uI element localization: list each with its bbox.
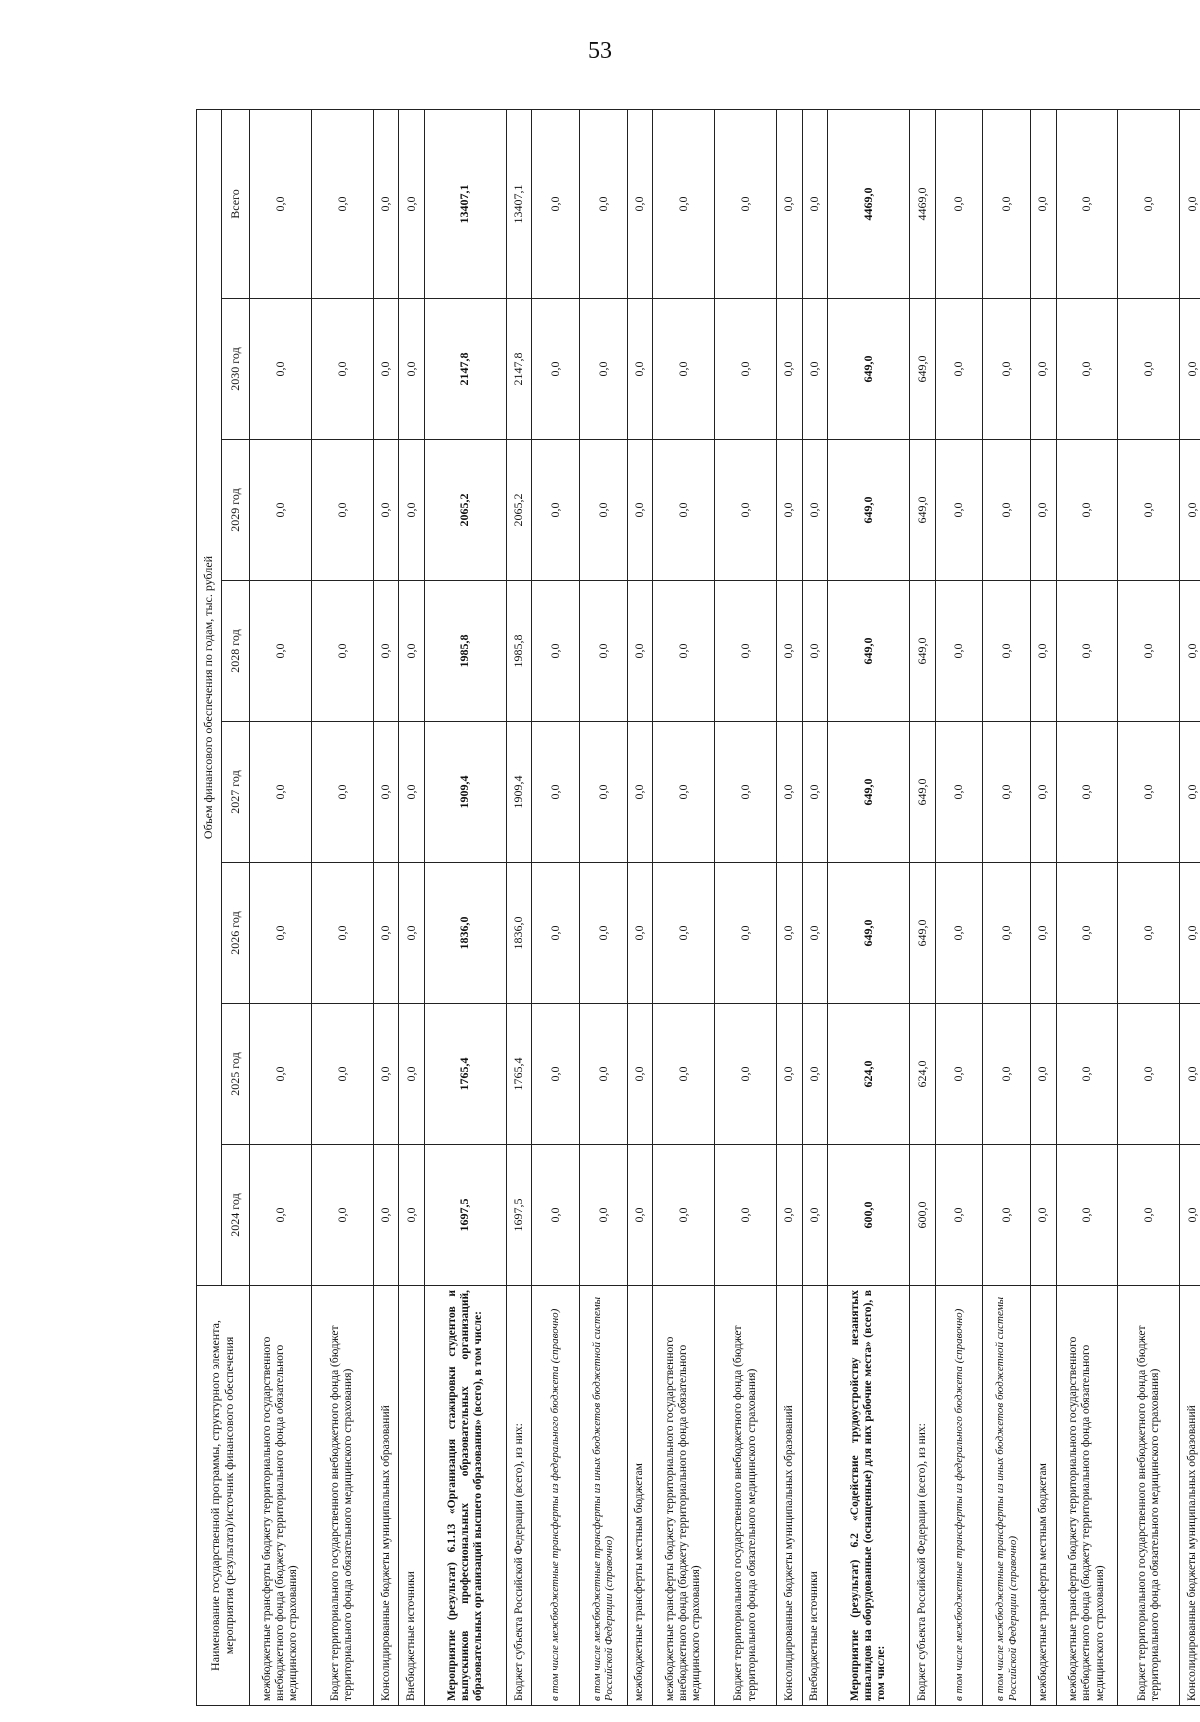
row-value-cell: 1697,5 bbox=[424, 1145, 506, 1286]
row-value-cell: 0,0 bbox=[715, 299, 777, 440]
row-value-cell: 0,0 bbox=[802, 581, 827, 722]
row-value-cell: 0,0 bbox=[373, 1145, 398, 1286]
row-source-name: межбюджетные трансферты бюджету территориального государственного внебюджетного фонда (бюджету территориального фонда обязательного медицинского страхования) bbox=[653, 1286, 715, 1706]
row-value-cell: 0,0 bbox=[715, 1145, 777, 1286]
table-row bbox=[910, 109, 935, 1705]
row-value-cell: 0,0 bbox=[653, 299, 715, 440]
row-value-cell: 0,0 bbox=[653, 722, 715, 863]
row-value-cell: 0,0 bbox=[1180, 1145, 1200, 1286]
row-value-cell: 0,0 bbox=[777, 440, 802, 581]
row-value-cell: 0,0 bbox=[935, 1145, 983, 1286]
row-value-cell: 0,0 bbox=[715, 1004, 777, 1145]
row-value-cell: 0,0 bbox=[1118, 109, 1180, 298]
row-value-cell: 0,0 bbox=[1056, 109, 1118, 298]
row-value-cell: 4469,0 bbox=[827, 109, 909, 298]
row-value-cell: 0,0 bbox=[802, 863, 827, 1004]
row-value-cell: 0,0 bbox=[627, 1145, 652, 1286]
row-value-cell: 0,0 bbox=[1056, 863, 1118, 1004]
row-value-cell: 0,0 bbox=[653, 581, 715, 722]
row-value-cell: 1909,4 bbox=[507, 722, 532, 863]
row-value-cell: 649,0 bbox=[910, 722, 935, 863]
row-value-cell: 0,0 bbox=[715, 581, 777, 722]
row-value-cell: 0,0 bbox=[777, 581, 802, 722]
row-value-cell: 0,0 bbox=[250, 299, 312, 440]
row-value-cell: 0,0 bbox=[580, 863, 628, 1004]
row-value-cell: 0,0 bbox=[399, 440, 424, 581]
row-source-name: межбюджетные трансферты бюджету территориального государственного внебюджетного фонда (бюджету территориального фонда обязательного медицинского страхования) bbox=[250, 1286, 312, 1706]
row-value-cell: 0,0 bbox=[532, 109, 580, 298]
row-source-name: Бюджет территориального государственного внебюджетного фонда (бюджет территориального фонда обязательного медицинского страхования) bbox=[715, 1286, 777, 1706]
row-value-cell: 0,0 bbox=[983, 581, 1031, 722]
row-value-cell: 0,0 bbox=[580, 722, 628, 863]
header-year-3: 2027 год bbox=[222, 722, 250, 863]
row-source-name: Бюджет территориального государственного внебюджетного фонда (бюджет территориального фонда обязательного медицинского страхования) bbox=[1118, 1286, 1180, 1706]
row-value-cell: 0,0 bbox=[715, 722, 777, 863]
row-source-name: Мероприятие (результат) 6.1.13 «Организация стажировки студентов и выпускников профессиональных образовательных организаций, образовательных организаций высшего образования» (всего), в том числе: bbox=[424, 1286, 506, 1706]
row-value-cell: 0,0 bbox=[983, 299, 1031, 440]
row-source-name: Внебюджетные источники bbox=[399, 1286, 424, 1706]
header-year-6: 2030 год bbox=[222, 299, 250, 440]
row-value-cell: 0,0 bbox=[653, 1145, 715, 1286]
row-value-cell: 0,0 bbox=[777, 1145, 802, 1286]
row-value-cell: 1985,8 bbox=[507, 581, 532, 722]
row-value-cell: 0,0 bbox=[311, 722, 373, 863]
table-row bbox=[653, 109, 715, 1705]
rotated-table-wrapper bbox=[196, 110, 1200, 1706]
financing-table bbox=[196, 109, 1200, 1706]
row-value-cell: 0,0 bbox=[373, 440, 398, 581]
row-value-cell: 0,0 bbox=[983, 1004, 1031, 1145]
row-value-cell: 0,0 bbox=[653, 440, 715, 581]
table-row bbox=[777, 109, 802, 1705]
row-source-name: Бюджет субъекта Российской Федерации (всего), из них: bbox=[910, 1286, 935, 1706]
row-value-cell: 13407,1 bbox=[507, 109, 532, 298]
row-value-cell: 0,0 bbox=[250, 440, 312, 581]
row-value-cell: 0,0 bbox=[373, 299, 398, 440]
row-value-cell: 0,0 bbox=[250, 109, 312, 298]
row-value-cell: 0,0 bbox=[1180, 863, 1200, 1004]
row-value-cell: 0,0 bbox=[653, 109, 715, 298]
row-value-cell: 0,0 bbox=[1031, 109, 1056, 298]
row-value-cell: 0,0 bbox=[580, 299, 628, 440]
row-value-cell: 0,0 bbox=[627, 440, 652, 581]
row-value-cell: 2065,2 bbox=[507, 440, 532, 581]
header-year-2: 2026 год bbox=[222, 863, 250, 1004]
row-value-cell: 0,0 bbox=[935, 863, 983, 1004]
table-row bbox=[1180, 109, 1200, 1705]
row-value-cell: 649,0 bbox=[910, 863, 935, 1004]
row-value-cell: 0,0 bbox=[311, 299, 373, 440]
row-value-cell: 0,0 bbox=[1031, 440, 1056, 581]
page-number: 53 bbox=[588, 38, 612, 64]
row-value-cell: 0,0 bbox=[580, 1145, 628, 1286]
row-value-cell: 2147,8 bbox=[507, 299, 532, 440]
row-value-cell: 0,0 bbox=[802, 440, 827, 581]
row-value-cell: 0,0 bbox=[532, 581, 580, 722]
row-value-cell: 0,0 bbox=[399, 109, 424, 298]
row-value-cell: 0,0 bbox=[1118, 863, 1180, 1004]
row-value-cell: 1765,4 bbox=[424, 1004, 506, 1145]
row-value-cell: 0,0 bbox=[1180, 109, 1200, 298]
row-value-cell: 0,0 bbox=[627, 1004, 652, 1145]
header-volume-group: Объем финансового обеспечения по годам, тыс. рублей bbox=[197, 109, 222, 1285]
row-value-cell: 0,0 bbox=[311, 581, 373, 722]
row-value-cell: 0,0 bbox=[983, 863, 1031, 1004]
table-row bbox=[827, 109, 909, 1705]
row-value-cell: 0,0 bbox=[1180, 581, 1200, 722]
row-value-cell: 0,0 bbox=[311, 1004, 373, 1145]
table-row bbox=[1056, 109, 1118, 1705]
row-value-cell: 624,0 bbox=[827, 1004, 909, 1145]
row-value-cell: 0,0 bbox=[802, 109, 827, 298]
row-value-cell: 0,0 bbox=[580, 440, 628, 581]
row-value-cell: 0,0 bbox=[399, 863, 424, 1004]
row-value-cell: 0,0 bbox=[935, 109, 983, 298]
row-value-cell: 0,0 bbox=[777, 109, 802, 298]
row-value-cell: 0,0 bbox=[1031, 299, 1056, 440]
row-value-cell: 0,0 bbox=[1118, 1145, 1180, 1286]
row-value-cell: 0,0 bbox=[627, 299, 652, 440]
table-row bbox=[311, 109, 373, 1705]
row-source-name: в том числе межбюджетные трансферты из федерального бюджета (справочно) bbox=[935, 1286, 983, 1706]
header-year-0: 2024 год bbox=[222, 1145, 250, 1286]
row-source-name: в том числе межбюджетные трансферты из иных бюджетов бюджетной системы Российской Федерации (справочно) bbox=[580, 1286, 628, 1706]
row-value-cell: 2065,2 bbox=[424, 440, 506, 581]
row-value-cell: 0,0 bbox=[627, 722, 652, 863]
row-value-cell: 0,0 bbox=[935, 722, 983, 863]
row-value-cell: 0,0 bbox=[250, 722, 312, 863]
row-value-cell: 0,0 bbox=[627, 581, 652, 722]
row-value-cell: 0,0 bbox=[250, 581, 312, 722]
row-value-cell: 0,0 bbox=[653, 1004, 715, 1145]
row-value-cell: 0,0 bbox=[1031, 863, 1056, 1004]
row-value-cell: 2147,8 bbox=[424, 299, 506, 440]
row-value-cell: 600,0 bbox=[827, 1145, 909, 1286]
row-value-cell: 0,0 bbox=[580, 1004, 628, 1145]
row-value-cell: 0,0 bbox=[1056, 1004, 1118, 1145]
row-source-name: Бюджет субъекта Российской Федерации (всего), из них: bbox=[507, 1286, 532, 1706]
row-value-cell: 0,0 bbox=[1031, 722, 1056, 863]
row-value-cell: 1985,8 bbox=[424, 581, 506, 722]
row-value-cell: 0,0 bbox=[935, 440, 983, 581]
row-value-cell: 0,0 bbox=[777, 722, 802, 863]
row-source-name: Консолидированные бюджеты муниципальных образований bbox=[777, 1286, 802, 1706]
row-value-cell: 0,0 bbox=[1180, 299, 1200, 440]
row-value-cell: 0,0 bbox=[250, 1004, 312, 1145]
row-value-cell: 0,0 bbox=[715, 440, 777, 581]
row-value-cell: 0,0 bbox=[373, 1004, 398, 1145]
row-value-cell: 0,0 bbox=[373, 722, 398, 863]
row-source-name: Мероприятие (результат) 6.2 «Содействие трудоустройству незанятых инвалидов на оборудованные (оснащенные) для них рабочие места» (всего), в том числе: bbox=[827, 1286, 909, 1706]
table-row bbox=[532, 109, 580, 1705]
row-value-cell: 0,0 bbox=[802, 299, 827, 440]
table-row bbox=[250, 109, 312, 1705]
table-row bbox=[373, 109, 398, 1705]
header-year-1: 2025 год bbox=[222, 1004, 250, 1145]
row-value-cell: 0,0 bbox=[777, 863, 802, 1004]
row-value-cell: 0,0 bbox=[250, 1145, 312, 1286]
table-body bbox=[250, 109, 1200, 1705]
row-value-cell: 0,0 bbox=[532, 299, 580, 440]
row-source-name: в том числе межбюджетные трансферты из федерального бюджета (справочно) bbox=[532, 1286, 580, 1706]
row-value-cell: 0,0 bbox=[532, 863, 580, 1004]
header-year-4: 2028 год bbox=[222, 581, 250, 722]
row-source-name: межбюджетные трансферты местным бюджетам bbox=[1031, 1286, 1056, 1706]
row-value-cell: 0,0 bbox=[1118, 722, 1180, 863]
row-value-cell: 0,0 bbox=[1118, 299, 1180, 440]
row-value-cell: 0,0 bbox=[311, 109, 373, 298]
table-row bbox=[802, 109, 827, 1705]
table-row bbox=[627, 109, 652, 1705]
row-value-cell: 0,0 bbox=[532, 440, 580, 581]
row-value-cell: 0,0 bbox=[1031, 1004, 1056, 1145]
row-value-cell: 0,0 bbox=[1056, 440, 1118, 581]
row-value-cell: 0,0 bbox=[1180, 1004, 1200, 1145]
row-value-cell: 0,0 bbox=[627, 863, 652, 1004]
row-value-cell: 0,0 bbox=[935, 581, 983, 722]
row-value-cell: 649,0 bbox=[910, 581, 935, 722]
row-source-name: Внебюджетные источники bbox=[802, 1286, 827, 1706]
row-source-name: межбюджетные трансферты бюджету территориального государственного внебюджетного фонда (бюджету территориального фонда обязательного медицинского страхования) bbox=[1056, 1286, 1118, 1706]
header-year-7: Всего bbox=[222, 109, 250, 298]
row-value-cell: 649,0 bbox=[827, 581, 909, 722]
row-value-cell: 0,0 bbox=[373, 109, 398, 298]
row-value-cell: 0,0 bbox=[1031, 1145, 1056, 1286]
table-row bbox=[399, 109, 424, 1705]
row-value-cell: 1765,4 bbox=[507, 1004, 532, 1145]
row-value-cell: 0,0 bbox=[777, 299, 802, 440]
row-value-cell: 0,0 bbox=[802, 1004, 827, 1145]
row-source-name: Консолидированные бюджеты муниципальных образований bbox=[373, 1286, 398, 1706]
row-value-cell: 0,0 bbox=[983, 109, 1031, 298]
row-value-cell: 0,0 bbox=[399, 1145, 424, 1286]
table-row bbox=[424, 109, 506, 1705]
row-value-cell: 0,0 bbox=[1118, 440, 1180, 581]
row-value-cell: 0,0 bbox=[399, 581, 424, 722]
table-row bbox=[1118, 109, 1180, 1705]
row-value-cell: 0,0 bbox=[399, 722, 424, 863]
row-value-cell: 0,0 bbox=[653, 863, 715, 1004]
table-row bbox=[715, 109, 777, 1705]
row-value-cell: 0,0 bbox=[1056, 299, 1118, 440]
row-value-cell: 0,0 bbox=[1180, 440, 1200, 581]
row-value-cell: 0,0 bbox=[311, 863, 373, 1004]
row-value-cell: 649,0 bbox=[910, 299, 935, 440]
row-value-cell: 0,0 bbox=[1180, 722, 1200, 863]
table-row bbox=[1031, 109, 1056, 1705]
row-value-cell: 649,0 bbox=[827, 863, 909, 1004]
row-value-cell: 0,0 bbox=[983, 1145, 1031, 1286]
row-value-cell: 0,0 bbox=[627, 109, 652, 298]
row-value-cell: 0,0 bbox=[311, 440, 373, 581]
row-value-cell: 600,0 bbox=[910, 1145, 935, 1286]
table-row bbox=[983, 109, 1031, 1705]
row-source-name: Консолидированные бюджеты муниципальных образований bbox=[1180, 1286, 1200, 1706]
header-year-5: 2029 год bbox=[222, 440, 250, 581]
row-value-cell: 13407,1 bbox=[424, 109, 506, 298]
row-value-cell: 0,0 bbox=[532, 722, 580, 863]
row-value-cell: 649,0 bbox=[827, 722, 909, 863]
row-source-name: Бюджет территориального государственного внебюджетного фонда (бюджет территориального фонда обязательного медицинского страхования) bbox=[311, 1286, 373, 1706]
row-value-cell: 0,0 bbox=[715, 863, 777, 1004]
row-value-cell: 0,0 bbox=[250, 863, 312, 1004]
row-value-cell: 0,0 bbox=[1118, 581, 1180, 722]
row-value-cell: 1836,0 bbox=[507, 863, 532, 1004]
row-value-cell: 0,0 bbox=[1031, 581, 1056, 722]
row-value-cell: 649,0 bbox=[910, 440, 935, 581]
row-value-cell: 649,0 bbox=[827, 440, 909, 581]
header-name-column: Наименование государственной программы, структурного элемента, мероприятия (результата)/источник финансового обеспечения bbox=[197, 1286, 250, 1706]
row-value-cell: 0,0 bbox=[802, 722, 827, 863]
row-value-cell: 0,0 bbox=[532, 1004, 580, 1145]
row-value-cell: 0,0 bbox=[935, 1004, 983, 1145]
row-value-cell: 0,0 bbox=[1056, 581, 1118, 722]
row-value-cell: 0,0 bbox=[715, 109, 777, 298]
row-value-cell: 0,0 bbox=[532, 1145, 580, 1286]
row-value-cell: 0,0 bbox=[802, 1145, 827, 1286]
row-value-cell: 624,0 bbox=[910, 1004, 935, 1145]
row-value-cell: 0,0 bbox=[399, 299, 424, 440]
table-row bbox=[935, 109, 983, 1705]
row-value-cell: 0,0 bbox=[399, 1004, 424, 1145]
row-value-cell: 0,0 bbox=[777, 1004, 802, 1145]
table-header bbox=[197, 109, 250, 1705]
row-value-cell: 1697,5 bbox=[507, 1145, 532, 1286]
table-row bbox=[507, 109, 532, 1705]
row-value-cell: 0,0 bbox=[935, 299, 983, 440]
row-value-cell: 1836,0 bbox=[424, 863, 506, 1004]
row-value-cell: 0,0 bbox=[983, 722, 1031, 863]
row-value-cell: 0,0 bbox=[580, 581, 628, 722]
row-value-cell: 0,0 bbox=[1056, 1145, 1118, 1286]
row-value-cell: 0,0 bbox=[373, 863, 398, 1004]
row-source-name: межбюджетные трансферты местным бюджетам bbox=[627, 1286, 652, 1706]
row-value-cell: 0,0 bbox=[1118, 1004, 1180, 1145]
row-value-cell: 1909,4 bbox=[424, 722, 506, 863]
row-value-cell: 0,0 bbox=[1056, 722, 1118, 863]
row-value-cell: 0,0 bbox=[311, 1145, 373, 1286]
row-value-cell: 0,0 bbox=[580, 109, 628, 298]
row-value-cell: 649,0 bbox=[827, 299, 909, 440]
row-source-name: в том числе межбюджетные трансферты из иных бюджетов бюджетной системы Российской Федерации (справочно) bbox=[983, 1286, 1031, 1706]
table-row bbox=[580, 109, 628, 1705]
row-value-cell: 4469,0 bbox=[910, 109, 935, 298]
row-value-cell: 0,0 bbox=[983, 440, 1031, 581]
row-value-cell: 0,0 bbox=[373, 581, 398, 722]
